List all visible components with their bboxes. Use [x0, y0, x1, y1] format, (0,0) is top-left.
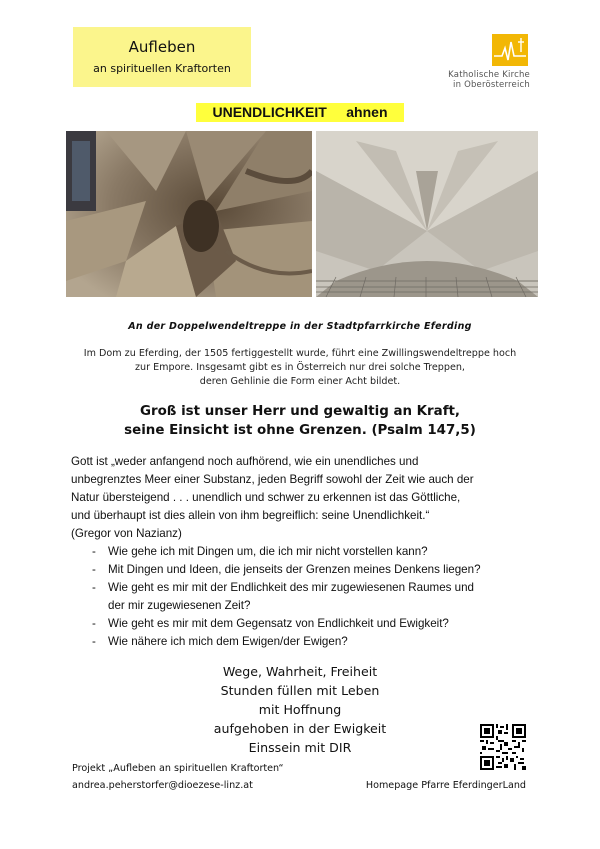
list-marker: -	[92, 635, 96, 648]
headline: UNENDLICHKEIT ahnen	[212, 104, 388, 120]
quote-line: Gott ist „weder anfangend noch aufhörend, wie ein unendliches und	[71, 455, 419, 468]
brand-subtitle: an spirituellen Kraftorten	[93, 62, 231, 75]
psalm-line: Groß ist unser Herr und gewaltig an Kraft,	[139, 404, 461, 419]
quote-line: Natur übersteigend . . . unendlich und schwer zu erkennen ist das Göttliche,	[71, 491, 461, 504]
quote-line: und überhaupt ist dies allein von ihm begreiflich: seine Unendlichkeit.“	[71, 509, 430, 522]
list-marker: -	[92, 581, 96, 594]
spiral-staircase-photo-left	[66, 131, 312, 297]
brand-title: Aufleben	[128, 38, 196, 56]
quote-attribution: (Gregor von Nazianz)	[71, 527, 182, 540]
closing-line: aufgehoben in der Ewigkeit	[213, 721, 387, 736]
question-item: Wie gehe ich mit Dingen um, die ich mir nicht vorstellen kann?	[108, 545, 428, 558]
closing-line: mit Hoffnung	[258, 702, 342, 717]
qr-code-icon[interactable]	[480, 724, 526, 770]
location-heading: An der Doppelwendeltreppe in der Stadtpfarrkirche Eferding	[128, 321, 472, 332]
question-item-continuation: der mir zugewiesenen Zeit?	[108, 599, 251, 612]
spiral-staircase-photo-right	[316, 131, 538, 297]
question-item: Wie nähere ich mich dem Ewigen/der Ewigen?	[108, 635, 348, 648]
closing-line: Einssein mit DIR	[248, 740, 352, 755]
footer-project: Projekt „Aufleben an spirituellen Kraftorten“	[72, 763, 284, 774]
quote-line: unbegrenztes Meer einer Substanz, jeden Begriff sowohl der Zeit wie auch der	[71, 473, 474, 486]
list-marker: -	[92, 545, 96, 558]
footer-homepage-link[interactable]: Homepage Pfarre EferdingerLand	[365, 780, 526, 791]
list-marker: -	[92, 563, 96, 576]
closing-line: Wege, Wahrheit, Freiheit	[222, 664, 378, 679]
psalm-line: seine Einsicht ist ohne Grenzen. (Psalm 147,5)	[124, 423, 476, 438]
brand-box	[73, 27, 251, 87]
logo-text-line2: in Oberösterreich	[453, 80, 530, 90]
logo-text-line1: Katholische Kirche	[448, 70, 530, 80]
list-marker: -	[92, 617, 96, 630]
closing-line: Stunden füllen mit Leben	[220, 683, 380, 698]
footer-email-link[interactable]: andrea.peherstorfer@dioezese-linz.at	[72, 780, 253, 791]
intro-line: zur Empore. Insgesamt gibt es in Österreich nur drei solche Treppen,	[135, 362, 465, 373]
question-item: Wie geht es mir mit dem Gegensatz von Endlichkeit und Ewigkeit?	[108, 617, 449, 630]
church-logo-icon	[492, 34, 528, 66]
intro-line: deren Gehlinie die Form einer Acht bildet.	[199, 376, 401, 387]
intro-line: Im Dom zu Eferding, der 1505 fertiggestellt wurde, führt eine Zwillingswendeltreppe hoch	[83, 348, 517, 359]
question-item: Wie geht es mir mit der Endlichkeit des mir zugewiesenen Raumes und	[108, 581, 475, 594]
question-item: Mit Dingen und Ideen, die jenseits der Grenzen meines Denkens liegen?	[108, 563, 481, 576]
